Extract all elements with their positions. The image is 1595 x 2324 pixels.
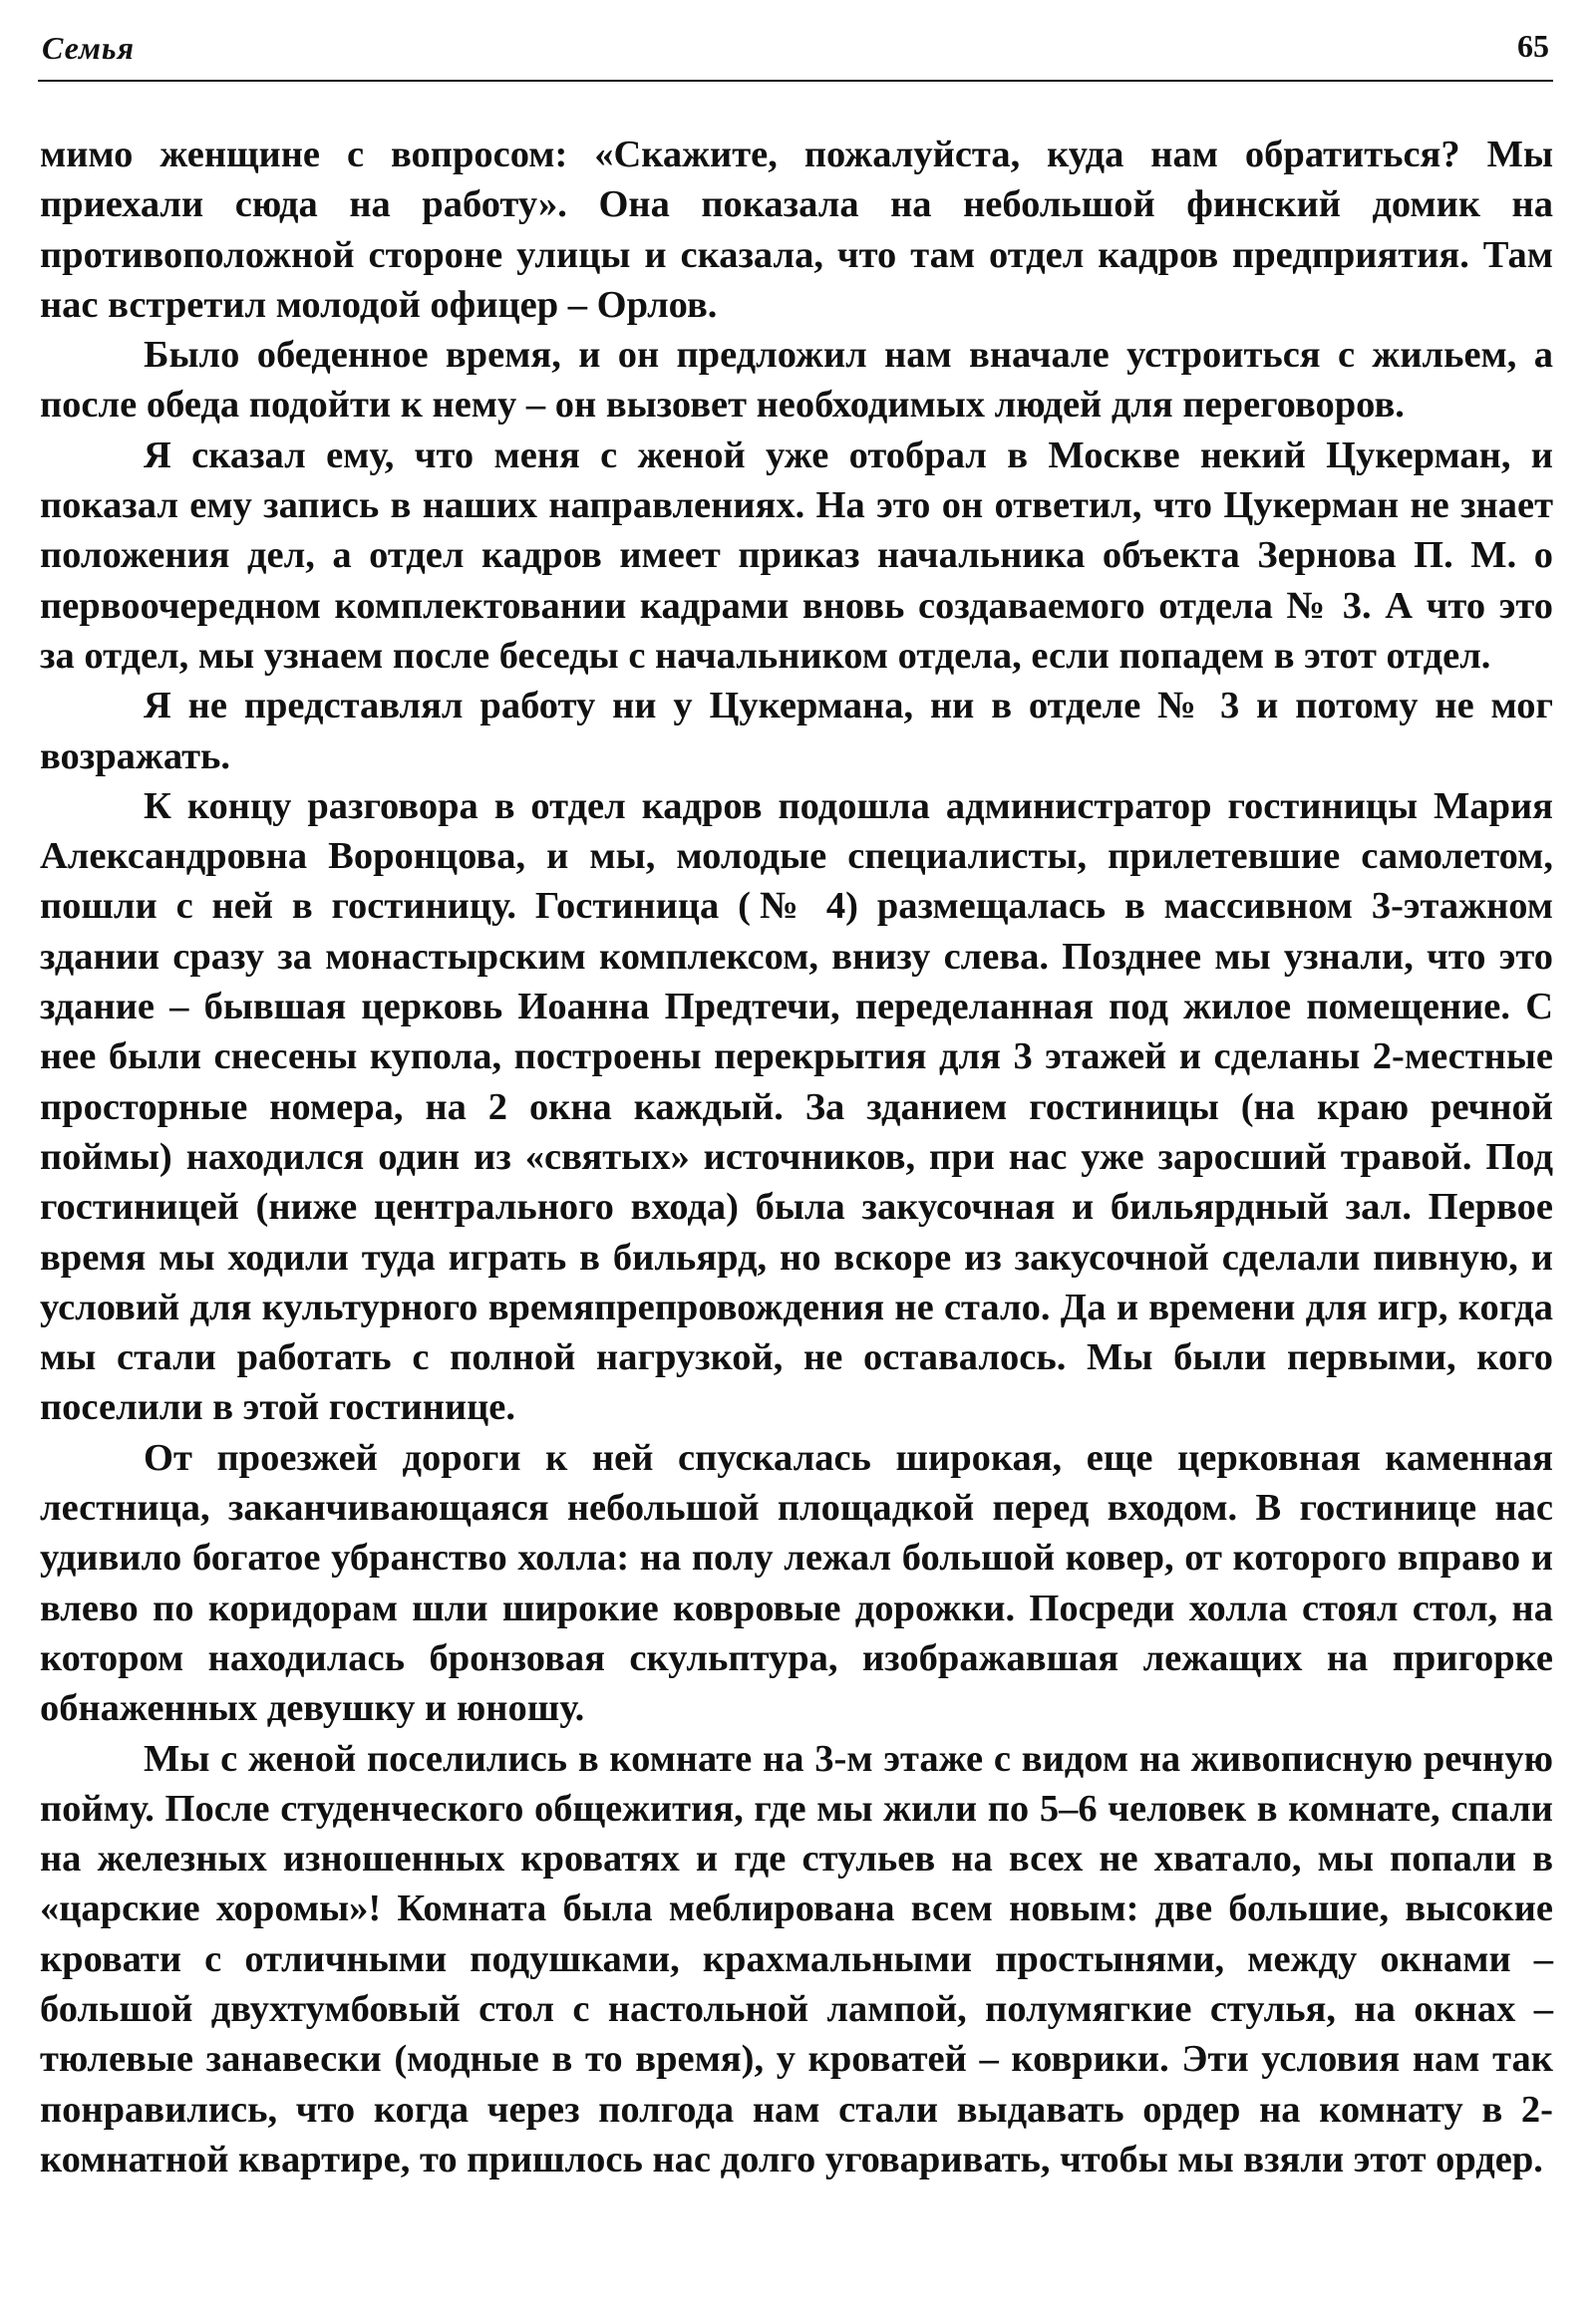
paragraph: К концу разговора в отдел кадров подошла администратор гостиницы Мария Александровна Воронцова, и мы, молодые специалисты, прилетевшие самолетом, пошли с ней в гостиницу. Гостиница (№ 4) размещалась в массивном 3-этажном здании сразу за монастырским комплексом, внизу слева. Позднее мы узнали, что это здание – бывшая церковь Иоанна Предтечи, переделанная под жилое помещение. С нее были снесены купола, построены перекрытия для 3 этажей и сделаны 2-местные просторные номера, на 2 окна каждый. За зданием гостиницы (на краю речной поймы) находился один из «святых» источников, при нас уже заросший травой. Под гостиницей (ниже центрального входа) была закусочная и бильярдный зал. Первое время мы ходили туда играть в бильярд, но вскоре из закусочной сделали пивную, и условий для культурного времяпрепровождения не стало. Да и времени для игр, когда мы стали работать с полной нагрузкой, не оставалось. Мы были первыми, кого поселили в этой гостинице.: [40, 784, 1553, 1429]
paragraph: От проезжей дороги к ней спускалась широкая, еще церковная каменная лестница, заканчивающаяся небольшой площадкой перед входом. В гостинице нас удивило богатое убранство холла: на полу лежал большой ковер, от которого вправо и влево по коридорам шли широкие ковровые дорожки. Посреди холла стоял стол, на котором находилась бронзовая скульптура, изображавшая лежащих на пригорке обнаженных девушку и юношу.: [40, 1436, 1553, 1730]
page-number: 65: [1517, 28, 1549, 64]
paragraph: Я не представлял работу ни у Цукермана, ни в отделе № 3 и потому не мог возражать.: [40, 685, 1553, 777]
body-text: [40, 130, 1553, 2184]
paragraph: Я сказал ему, что меня с женой уже отобрал в Москве некий Цукерман, и показал ему запись в наших направлениях. На это он ответил, что Цукерман не знает положения дел, а отдел кадров имеет приказ начальника объекта Зернова П. М. о первоочередном комплектовании кадрами вновь создаваемого отдела № 3. А что это за отдел, мы узнаем после беседы с начальником отдела, если попадем в этот отдел.: [40, 434, 1553, 677]
paragraph: Было обеденное время, и он предложил нам вначале устроиться с жильем, а после обеда подойти к нему – он вызовет необходимых людей для переговоров.: [40, 334, 1553, 427]
running-header: [38, 24, 1553, 82]
paragraph-continued: мимо женщине с вопросом: «Скажите, пожалуйста, куда нам обратиться? Мы приехали сюда на работу». Она показала на небольшой финский домик на противоположной стороне улицы и сказала, что там отдел кадров предприятия. Там нас встретил молодой офицер – Орлов.: [40, 134, 1553, 326]
chapter-title: Семья: [42, 30, 135, 66]
paragraph: Мы с женой поселились в комнате на 3-м этаже с видом на живописную речную пойму. После студенческого общежития, где мы жили по 5–6 человек в комнате, спали на железных изношенных кроватях и где стульев на всех не хватало, мы попали в «царские хоромы»! Комната была меблирована всем новым: две большие, высокие кровати с отличными подушками, крахмальными простынями, между окнами – большой двухтумбовый стол с настольной лампой, полумягкие стулья, на окнах – тюлевые занавески (модные в то время), у кроватей – коврики. Эти условия нам так понравились, что когда через полгода нам стали выдавать ордер на комнату в 2-комнатной квартире, то пришлось нас долго уговаривать, чтобы мы взяли этот ордер.: [40, 1737, 1553, 2180]
